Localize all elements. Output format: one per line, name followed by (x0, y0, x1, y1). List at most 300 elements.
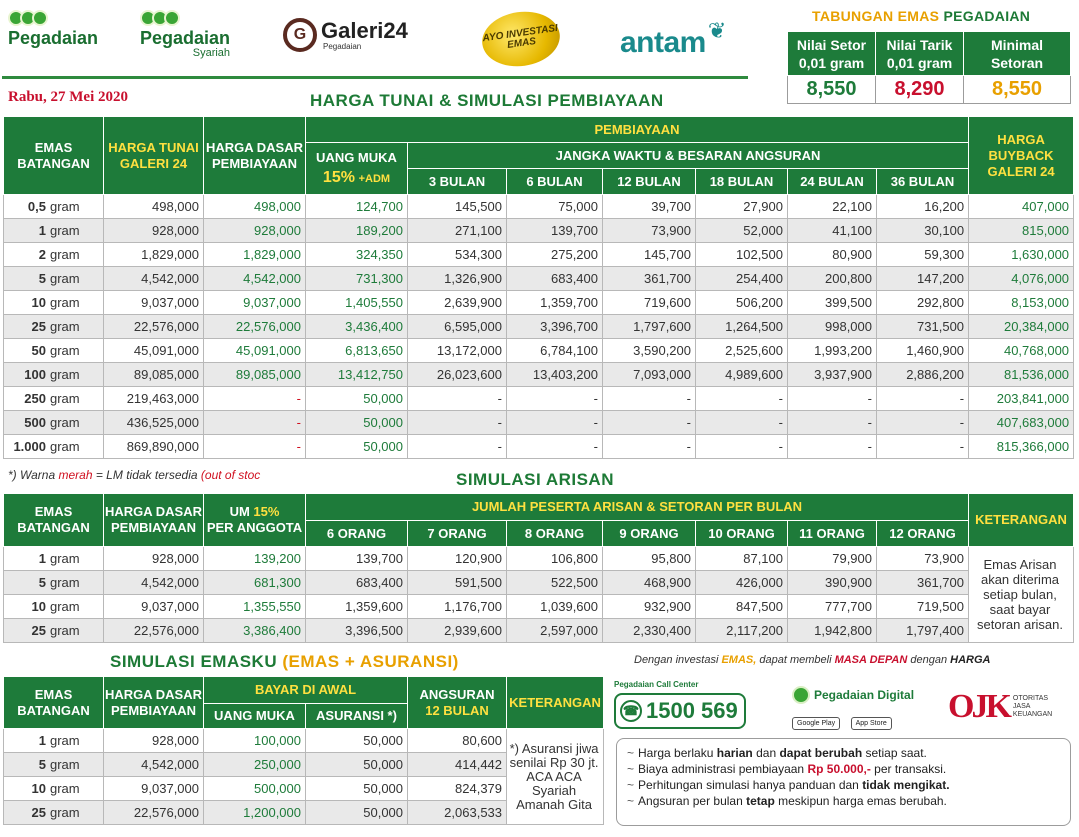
tilde-bullet-icon: ~ (627, 794, 635, 808)
angsuran-cell: 1,460,900 (877, 339, 969, 363)
setoran-cell: 120,900 (408, 547, 507, 571)
emasku-title-a: SIMULASI EMASKU (110, 652, 278, 671)
angsuran-cell: - (788, 387, 877, 411)
setoran-cell: 73,900 (877, 547, 969, 571)
note-mid: dan (756, 746, 777, 760)
table-row (4, 729, 604, 753)
angsuran-cell: 7,093,000 (603, 363, 696, 387)
setoran-cell: 426,000 (696, 571, 788, 595)
weight-value: 100 (24, 367, 46, 382)
weight-unit: gram (50, 271, 80, 286)
tunai-price-cell: 4,542,000 (104, 267, 204, 291)
table-row (4, 339, 1074, 363)
weight-value: 1 (38, 223, 46, 238)
angsuran-cell: 75,000 (507, 195, 603, 219)
antam-mark-icon: ❦ (707, 18, 727, 43)
angsuran-cell: - (696, 387, 788, 411)
tunai-price-cell: 9,037,000 (104, 291, 204, 315)
angsuran-cell: 59,300 (877, 243, 969, 267)
arisan-h-orang: 6 ORANG (306, 521, 408, 547)
setoran-cell: 1,797,400 (877, 619, 969, 643)
setoran-cell: 719,500 (877, 595, 969, 619)
table-row (4, 387, 1074, 411)
angsuran-cell: 506,200 (696, 291, 788, 315)
tunai-table (3, 116, 1074, 459)
dasar-price-cell: 9,037,000 (204, 291, 306, 315)
arisan-h-orang: 11 ORANG (788, 521, 877, 547)
tunai-price-cell: 22,576,000 (104, 315, 204, 339)
dasar-price-cell: - (204, 387, 306, 411)
tab-header-minimal: Minimal Setoran (964, 32, 1071, 76)
angsuran-cell: 399,500 (788, 291, 877, 315)
tunai-h-jangka: JANGKA WAKTU & BESARAN ANGSURAN (408, 143, 969, 169)
tilde-bullet-icon: ~ (627, 762, 635, 776)
tunai-price-cell: 89,085,000 (104, 363, 204, 387)
angsuran-cell: - (788, 411, 877, 435)
ojk-text: OTORITAS JASA KEUANGAN (1012, 695, 1053, 718)
footnote-a: *) Warna (8, 468, 56, 482)
angsuran-cell: 1,264,500 (696, 315, 788, 339)
weight-cell (4, 219, 104, 243)
uang-muka-cell: 500,000 (204, 777, 306, 801)
setoran-cell: 79,900 (788, 547, 877, 571)
tab-value-minimal: 8,550 (964, 76, 1071, 104)
angsuran-cell: 41,100 (788, 219, 877, 243)
table-row (4, 267, 1074, 291)
tilde-bullet-icon: ~ (627, 746, 635, 760)
tabungan-title-a: TABUNGAN EMAS (812, 8, 940, 24)
angsuran-cell: - (788, 435, 877, 459)
uang-muka-cell: 250,000 (204, 753, 306, 777)
weight-value: 500 (24, 415, 46, 430)
buyback-cell: 203,841,000 (969, 387, 1074, 411)
angsuran-cell: 719,600 (603, 291, 696, 315)
buyback-cell: 1,630,000 (969, 243, 1074, 267)
table-row (4, 315, 1074, 339)
promo-harga: HARGA (950, 654, 991, 666)
pegadaian-digital-title: Pegadaian Digital (814, 688, 915, 702)
weight-unit: gram (50, 391, 80, 406)
dasar-price-cell: 4,542,000 (204, 267, 306, 291)
asuransi-cell: 50,000 (306, 729, 408, 753)
setoran-cell: 1,176,700 (408, 595, 507, 619)
antam-name: antam (620, 26, 706, 59)
arisan-h-dasar: HARGA DASAR PEMBIAYAAN (104, 494, 204, 547)
angsuran-cell: 145,500 (408, 195, 507, 219)
asuransi-cell: 50,000 (306, 777, 408, 801)
table-row (4, 243, 1074, 267)
weight-cell (4, 411, 104, 435)
angsuran-cell: - (696, 411, 788, 435)
weight-cell (4, 435, 104, 459)
table-row (4, 219, 1074, 243)
pegadaian-syariah-name: Pegadaian (140, 28, 231, 48)
note-b1: tidak mengikat. (862, 778, 950, 792)
angsuran-cell: - (877, 387, 969, 411)
weight-value: 25 (31, 319, 46, 334)
angsuran-cell: - (603, 411, 696, 435)
dasar-price-cell: - (204, 411, 306, 435)
tabungan-table (787, 31, 1071, 104)
angsuran-cell: 731,500 (877, 315, 969, 339)
angsuran-cell: - (603, 435, 696, 459)
weight-value: 10 (31, 599, 46, 614)
ojk-logo (948, 688, 1063, 726)
buyback-cell: 815,000 (969, 219, 1074, 243)
note-b2: dapat berubah (779, 746, 863, 760)
weight-value: 1.000 (13, 439, 46, 454)
pegadaian-name: Pegadaian (8, 28, 99, 48)
arisan-keterangan: Emas Arisan akan diterima setiap bulan, saat bayar setoran arisan. (969, 547, 1074, 643)
angsuran-cell: 30,100 (877, 219, 969, 243)
setoran-cell: 2,597,000 (507, 619, 603, 643)
dasar-price-cell: 22,576,000 (204, 315, 306, 339)
angsuran-cell: 998,000 (788, 315, 877, 339)
weight-cell (4, 729, 104, 753)
weight-cell (4, 363, 104, 387)
tunai-price-cell: 436,525,000 (104, 411, 204, 435)
weight-unit: gram (50, 757, 80, 772)
weight-cell (4, 595, 104, 619)
angsuran-cell: - (696, 435, 788, 459)
emasku-h-ket: KETERANGAN (507, 677, 604, 729)
tunai-h-pembiayaan: PEMBIAYAAN (306, 117, 969, 143)
setoran-cell: 591,500 (408, 571, 507, 595)
tunai-price-cell: 45,091,000 (104, 339, 204, 363)
tunai-h-period: 12 BULAN (603, 169, 696, 195)
arisan-h-um (204, 494, 306, 547)
weight-unit: gram (50, 551, 80, 566)
weight-cell (4, 801, 104, 825)
header-divider (2, 76, 748, 79)
setoran-cell: 390,900 (788, 571, 877, 595)
angsuran-cell: 73,900 (603, 219, 696, 243)
setoran-cell: 1,039,600 (507, 595, 603, 619)
note-b1: harian (716, 746, 753, 760)
promo-a: Dengan investasi (634, 654, 719, 666)
buyback-cell: 407,000 (969, 195, 1074, 219)
tunai-h-um (306, 143, 408, 195)
angsuran-cell: 534,300 (408, 243, 507, 267)
tunai-h-tunai: HARGA TUNAI GALERI 24 (104, 117, 204, 195)
angsuran-cell: 3,937,900 (788, 363, 877, 387)
weight-cell (4, 777, 104, 801)
dasar-price-cell: 45,091,000 (204, 339, 306, 363)
dasar-price-cell: 928,000 (104, 547, 204, 571)
angsuran-cell: 1,993,200 (788, 339, 877, 363)
angsuran-cell: 13,403,200 (507, 363, 603, 387)
weight-value: 2 (38, 247, 46, 262)
footnote-b: = LM tidak tersedia (95, 468, 198, 482)
tunai-h-buyback: HARGA BUYBACK GALERI 24 (969, 117, 1074, 195)
promo-emas: EMAS, (721, 654, 757, 666)
angsuran-cell: 2,063,533 (408, 801, 507, 825)
emasku-table (3, 676, 604, 825)
arisan-h-orang: 8 ORANG (507, 521, 603, 547)
angsuran-cell: 2,886,200 (877, 363, 969, 387)
arisan-h-jumlah: JUMLAH PESERTA ARISAN & SETORAN PER BULAN (306, 494, 969, 521)
ayo-investasi-emas-logo: AYO INVESTASI EMAS (479, 7, 564, 71)
call-center-number: 1500 569 (646, 698, 738, 723)
emasku-h-um: UANG MUKA (204, 704, 306, 729)
uang-muka-cell: 13,412,750 (306, 363, 408, 387)
angsuran-cell: 271,100 (408, 219, 507, 243)
footnote-c: (out of stoc (200, 468, 261, 482)
table-row (4, 571, 1074, 595)
notes-box (616, 738, 1071, 826)
arisan-title: SIMULASI ARISAN (456, 470, 614, 489)
weight-unit: gram (50, 575, 80, 590)
weight-unit: gram (50, 439, 80, 454)
tab-value-setor: 8,550 (788, 76, 876, 104)
weight-unit: gram (50, 295, 80, 310)
uang-muka-cell: 124,700 (306, 195, 408, 219)
setoran-cell: 468,900 (603, 571, 696, 595)
weight-value: 25 (31, 623, 46, 638)
emasku-body (4, 729, 604, 825)
angsuran-cell: 3,590,200 (603, 339, 696, 363)
weight-unit: gram (50, 733, 80, 748)
tunai-h-um-adm: +ADM (358, 173, 391, 185)
tabungan-title-b: PEGADAIAN (943, 8, 1031, 24)
uang-muka-cell: 3,436,400 (306, 315, 408, 339)
uang-muka-cell: 731,300 (306, 267, 408, 291)
emasku-h-angsuran (408, 677, 507, 729)
buyback-cell: 40,768,000 (969, 339, 1074, 363)
arisan-h-orang: 10 ORANG (696, 521, 788, 547)
note-pre: Biaya administrasi pembiayaan (638, 762, 805, 776)
weight-value: 10 (31, 295, 46, 310)
pegadaian-syariah-coins-icon (140, 10, 176, 26)
angsuran-cell: - (408, 387, 507, 411)
note-item (627, 793, 1060, 809)
pegadaian-digital (792, 686, 914, 730)
angsuran-cell: 4,989,600 (696, 363, 788, 387)
setoran-cell: 139,700 (306, 547, 408, 571)
uang-muka-cell: 1,405,550 (306, 291, 408, 315)
angsuran-cell: 2,525,600 (696, 339, 788, 363)
google-play-badge[interactable]: Google Play (792, 717, 840, 730)
note-post: meskipun harga emas berubah. (778, 794, 947, 808)
note-b1: tetap (746, 794, 775, 808)
pegadaian-syariah-logo (140, 10, 230, 59)
tunai-price-cell: 219,463,000 (104, 387, 204, 411)
antam-logo (620, 18, 726, 60)
weight-unit: gram (50, 805, 80, 820)
angsuran-cell: 27,900 (696, 195, 788, 219)
pegadaian-coins-icon (8, 10, 44, 26)
weight-cell (4, 315, 104, 339)
angsuran-cell: 139,700 (507, 219, 603, 243)
tunai-price-cell: 498,000 (104, 195, 204, 219)
galeri24-name: Galeri24 (321, 17, 408, 43)
angsuran-cell: 22,100 (788, 195, 877, 219)
setoran-cell: 2,330,400 (603, 619, 696, 643)
angsuran-cell: - (408, 411, 507, 435)
tab-header-setor: Nilai Setor 0,01 gram (788, 32, 876, 76)
note-item (627, 745, 1060, 761)
note-post: per transaksi. (874, 762, 947, 776)
emasku-h-angsuran-b: 12 BULAN (425, 702, 489, 718)
setoran-cell: 1,359,600 (306, 595, 408, 619)
tunai-h-period: 24 BULAN (788, 169, 877, 195)
weight-value: 10 (31, 781, 46, 796)
uang-muka-cell: 189,200 (306, 219, 408, 243)
dasar-price-cell: 928,000 (204, 219, 306, 243)
angsuran-cell: 683,400 (507, 267, 603, 291)
pegadaian-logo (8, 10, 98, 49)
dasar-price-cell: 928,000 (104, 729, 204, 753)
angsuran-cell: 1,326,900 (408, 267, 507, 291)
tunai-h-period: 36 BULAN (877, 169, 969, 195)
setoran-cell: 95,800 (603, 547, 696, 571)
table-row (4, 291, 1074, 315)
setoran-cell: 932,900 (603, 595, 696, 619)
weight-cell (4, 547, 104, 571)
angsuran-cell: 6,595,000 (408, 315, 507, 339)
syariah-sub: Syariah (192, 47, 231, 59)
note-pre: Angsuran per bulan (638, 794, 743, 808)
angsuran-cell: 1,797,600 (603, 315, 696, 339)
emasku-h-bayar: BAYAR DI AWAL (204, 677, 408, 704)
dasar-price-cell: 9,037,000 (104, 777, 204, 801)
setoran-cell: 361,700 (877, 571, 969, 595)
tunai-h-period: 3 BULAN (408, 169, 507, 195)
buyback-cell: 815,366,000 (969, 435, 1074, 459)
uang-muka-cell: 6,813,650 (306, 339, 408, 363)
tunai-h-um-pct: 15% (322, 169, 355, 186)
arisan-h-ket: KETERANGAN (969, 494, 1074, 547)
weight-value: 5 (38, 757, 46, 772)
uang-muka-cell: 139,200 (204, 547, 306, 571)
setoran-cell: 2,117,200 (696, 619, 788, 643)
uang-muka-cell: 3,386,400 (204, 619, 306, 643)
promo-line (634, 654, 991, 666)
promo-masa: MASA DEPAN (834, 654, 908, 666)
setoran-cell: 777,700 (788, 595, 877, 619)
uang-muka-cell: 681,300 (204, 571, 306, 595)
uang-muka-cell: 50,000 (306, 411, 408, 435)
galeri24-logo (283, 18, 408, 52)
arisan-h-um-pct: 15% (253, 504, 280, 519)
emasku-h-emas: EMAS BATANGAN (4, 677, 104, 729)
weight-cell (4, 753, 104, 777)
angsuran-cell: 145,700 (603, 243, 696, 267)
tunai-price-cell: 869,890,000 (104, 435, 204, 459)
tunai-body (4, 195, 1074, 459)
arisan-table (3, 493, 1074, 643)
tunai-price-cell: 928,000 (104, 219, 204, 243)
angsuran-cell: - (877, 411, 969, 435)
weight-cell (4, 195, 104, 219)
weight-value: 250 (24, 391, 46, 406)
dasar-price-cell: 22,576,000 (104, 619, 204, 643)
weight-unit: gram (50, 343, 80, 358)
weight-unit: gram (50, 415, 80, 430)
uang-muka-cell: 100,000 (204, 729, 306, 753)
setoran-cell: 106,800 (507, 547, 603, 571)
weight-cell (4, 291, 104, 315)
angsuran-cell: 3,396,700 (507, 315, 603, 339)
tunai-price-cell: 1,829,000 (104, 243, 204, 267)
uang-muka-cell: 50,000 (306, 387, 408, 411)
pegadaian-digital-icon (792, 686, 810, 704)
uang-muka-cell: 324,350 (306, 243, 408, 267)
tunai-footnote (8, 468, 306, 482)
asuransi-cell: 50,000 (306, 753, 408, 777)
dasar-price-cell: - (204, 435, 306, 459)
table-row (4, 435, 1074, 459)
setoran-cell: 522,500 (507, 571, 603, 595)
tunai-h-emas: EMAS BATANGAN (4, 117, 104, 195)
weight-unit: gram (50, 623, 80, 638)
angsuran-cell: - (877, 435, 969, 459)
table-row (4, 619, 1074, 643)
angsuran-cell: - (507, 387, 603, 411)
angsuran-cell: 13,172,000 (408, 339, 507, 363)
galeri24-sub: Pegadaian (323, 41, 362, 51)
dasar-price-cell: 89,085,000 (204, 363, 306, 387)
weight-unit: gram (50, 319, 80, 334)
arisan-h-um-b: PER ANGGOTA (206, 520, 303, 535)
weight-unit: gram (50, 199, 80, 214)
emasku-title-b: (EMAS + ASURANSI) (282, 652, 459, 671)
table-row (4, 411, 1074, 435)
angsuran-cell: 52,000 (696, 219, 788, 243)
weight-value: 50 (31, 343, 46, 358)
tilde-bullet-icon: ~ (627, 778, 635, 792)
note-post: setiap saat. (865, 746, 927, 760)
angsuran-cell: 6,784,100 (507, 339, 603, 363)
dasar-price-cell: 4,542,000 (104, 571, 204, 595)
uang-muka-cell: 1,355,550 (204, 595, 306, 619)
note-pre: Harga berlaku (638, 746, 714, 760)
angsuran-cell: - (507, 435, 603, 459)
angsuran-cell: - (603, 387, 696, 411)
emasku-keterangan: *) Asuransi jiwa senilai Rp 30 jt. ACA ACA Syariah Amanah Gita (507, 729, 604, 825)
angsuran-cell: 275,200 (507, 243, 603, 267)
weight-cell (4, 339, 104, 363)
dasar-price-cell: 22,576,000 (104, 801, 204, 825)
angsuran-cell: 824,379 (408, 777, 507, 801)
angsuran-cell: 16,200 (877, 195, 969, 219)
app-store-badge[interactable]: App Store (851, 717, 892, 730)
notes-list (627, 745, 1060, 809)
arisan-h-emas: EMAS BATANGAN (4, 494, 104, 547)
tabungan-title (812, 8, 1030, 24)
tunai-title: HARGA TUNAI & SIMULASI PEMBIAYAAN (310, 91, 664, 110)
weight-value: 5 (38, 271, 46, 286)
call-center (614, 680, 746, 729)
dasar-price-cell: 4,542,000 (104, 753, 204, 777)
uang-muka-cell: 1,200,000 (204, 801, 306, 825)
angsuran-cell: - (408, 435, 507, 459)
ojk-mark: OJK (948, 688, 1009, 725)
angsuran-cell: 80,600 (408, 729, 507, 753)
weight-unit: gram (50, 223, 80, 238)
angsuran-cell: 414,442 (408, 753, 507, 777)
tunai-h-dasar: HARGA DASAR PEMBIAYAAN (204, 117, 306, 195)
angsuran-cell: - (507, 411, 603, 435)
uang-muka-cell: 50,000 (306, 435, 408, 459)
tunai-h-period: 18 BULAN (696, 169, 788, 195)
setoran-cell: 2,939,600 (408, 619, 507, 643)
table-row (4, 363, 1074, 387)
angsuran-cell: 39,700 (603, 195, 696, 219)
call-center-box[interactable] (614, 693, 746, 729)
weight-unit: gram (50, 367, 80, 382)
emasku-h-angsuran-a: ANGSURAN (419, 686, 495, 702)
